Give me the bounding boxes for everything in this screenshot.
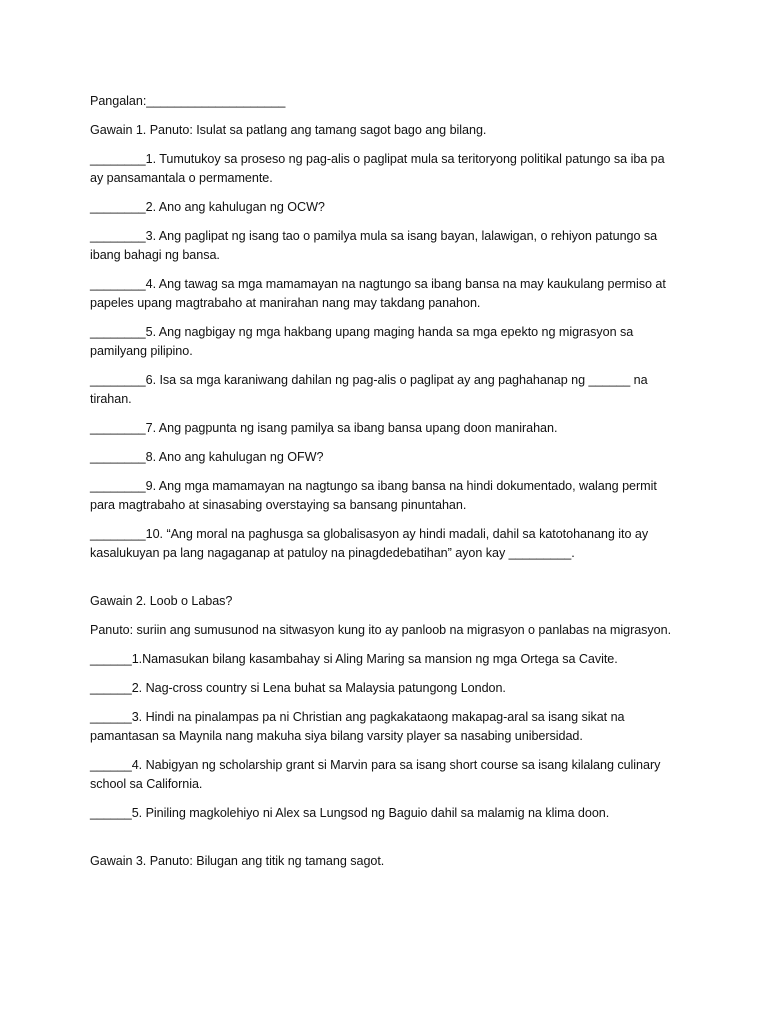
gawain2-item-1: ______1.Namasukan bilang kasambahay si Aling Maring sa mansion ng mga Ortega sa Cavite. — [90, 652, 618, 666]
gawain1-item-8: ________8. Ano ang kahulugan ng OFW? — [90, 450, 324, 464]
gawain2-title: Gawain 2. Loob o Labas? — [90, 594, 233, 608]
gawain2-item-4: ______4. Nabigyan ng scholarship grant si Marvin para sa isang short course sa isang kilalang culinary school sa California. — [90, 758, 661, 791]
gawain3-instruction: Gawain 3. Panuto: Bilugan ang titik ng tamang sagot. — [90, 854, 385, 868]
gawain2-instruction: Panuto: suriin ang sumusunod na sitwasyon kung ito ay panloob na migrasyon o panlabas na migrasyon. — [90, 623, 672, 637]
gawain1-item-6: ________6. Isa sa mga karaniwang dahilan ng pag-alis o paglipat ay ang paghahanap ng ______ na tirahan. — [90, 373, 648, 406]
name-line: Pangalan:____________________ — [90, 94, 286, 108]
gawain1-item-5: ________5. Ang nagbigay ng mga hakbang upang maging handa sa mga epekto ng migrasyon sa pamilyang pilipino. — [90, 325, 634, 358]
gawain1-item-2: ________2. Ano ang kahulugan ng OCW? — [90, 200, 325, 214]
gawain1-item-9: ________9. Ang mga mamamayan na nagtungo sa ibang bansa na hindi dokumentado, walang permit para magtrabaho at sinasabing overstaying sa bansang pinuntahan. — [90, 479, 657, 512]
gawain1-item-4: ________4. Ang tawag sa mga mamamayan na nagtungo sa ibang bansa na may kaukulang permiso at papeles upang magtrabaho at manirahan nang may takdang panahon. — [90, 277, 666, 310]
gawain2-item-2: ______2. Nag-cross country si Lena buhat sa Malaysia patungong London. — [90, 681, 506, 695]
gawain1-item-3: ________3. Ang paglipat ng isang tao o pamilya mula sa isang bayan, lalawigan, o rehiyon patungo sa ibang bahagi ng bansa. — [90, 229, 658, 262]
gawain1-instruction: Gawain 1. Panuto: Isulat sa patlang ang tamang sagot bago ang bilang. — [90, 123, 487, 137]
gawain1-item-7: ________7. Ang pagpunta ng isang pamilya sa ibang bansa upang doon manirahan. — [90, 421, 558, 435]
gawain1-item-1: ________1. Tumutukoy sa proseso ng pag-alis o paglipat mula sa teritoryong politikal patungo sa iba pa ay pansamantala o permamente. — [90, 152, 665, 185]
gawain2-item-3: ______3. Hindi na pinalampas pa ni Christian ang pagkakataong makapag-aral sa isang sikat na pamantasan sa Maynila nang makuha siya bilang varsity player sa nasabing unibersidad. — [90, 710, 625, 743]
worksheet-page — [90, 92, 680, 881]
gawain2-item-5: ______5. Piniling magkolehiyo ni Alex sa Lungsod ng Baguio dahil sa malamig na klima doon. — [90, 806, 610, 820]
gawain1-item-10: ________10. “Ang moral na paghusga sa globalisasyon ay hindi madali, dahil sa katotohanang ito ay kasalukuyan pa lang nagaganap at patuloy na pinagdedebatihan” ayon kay _________. — [90, 527, 649, 560]
